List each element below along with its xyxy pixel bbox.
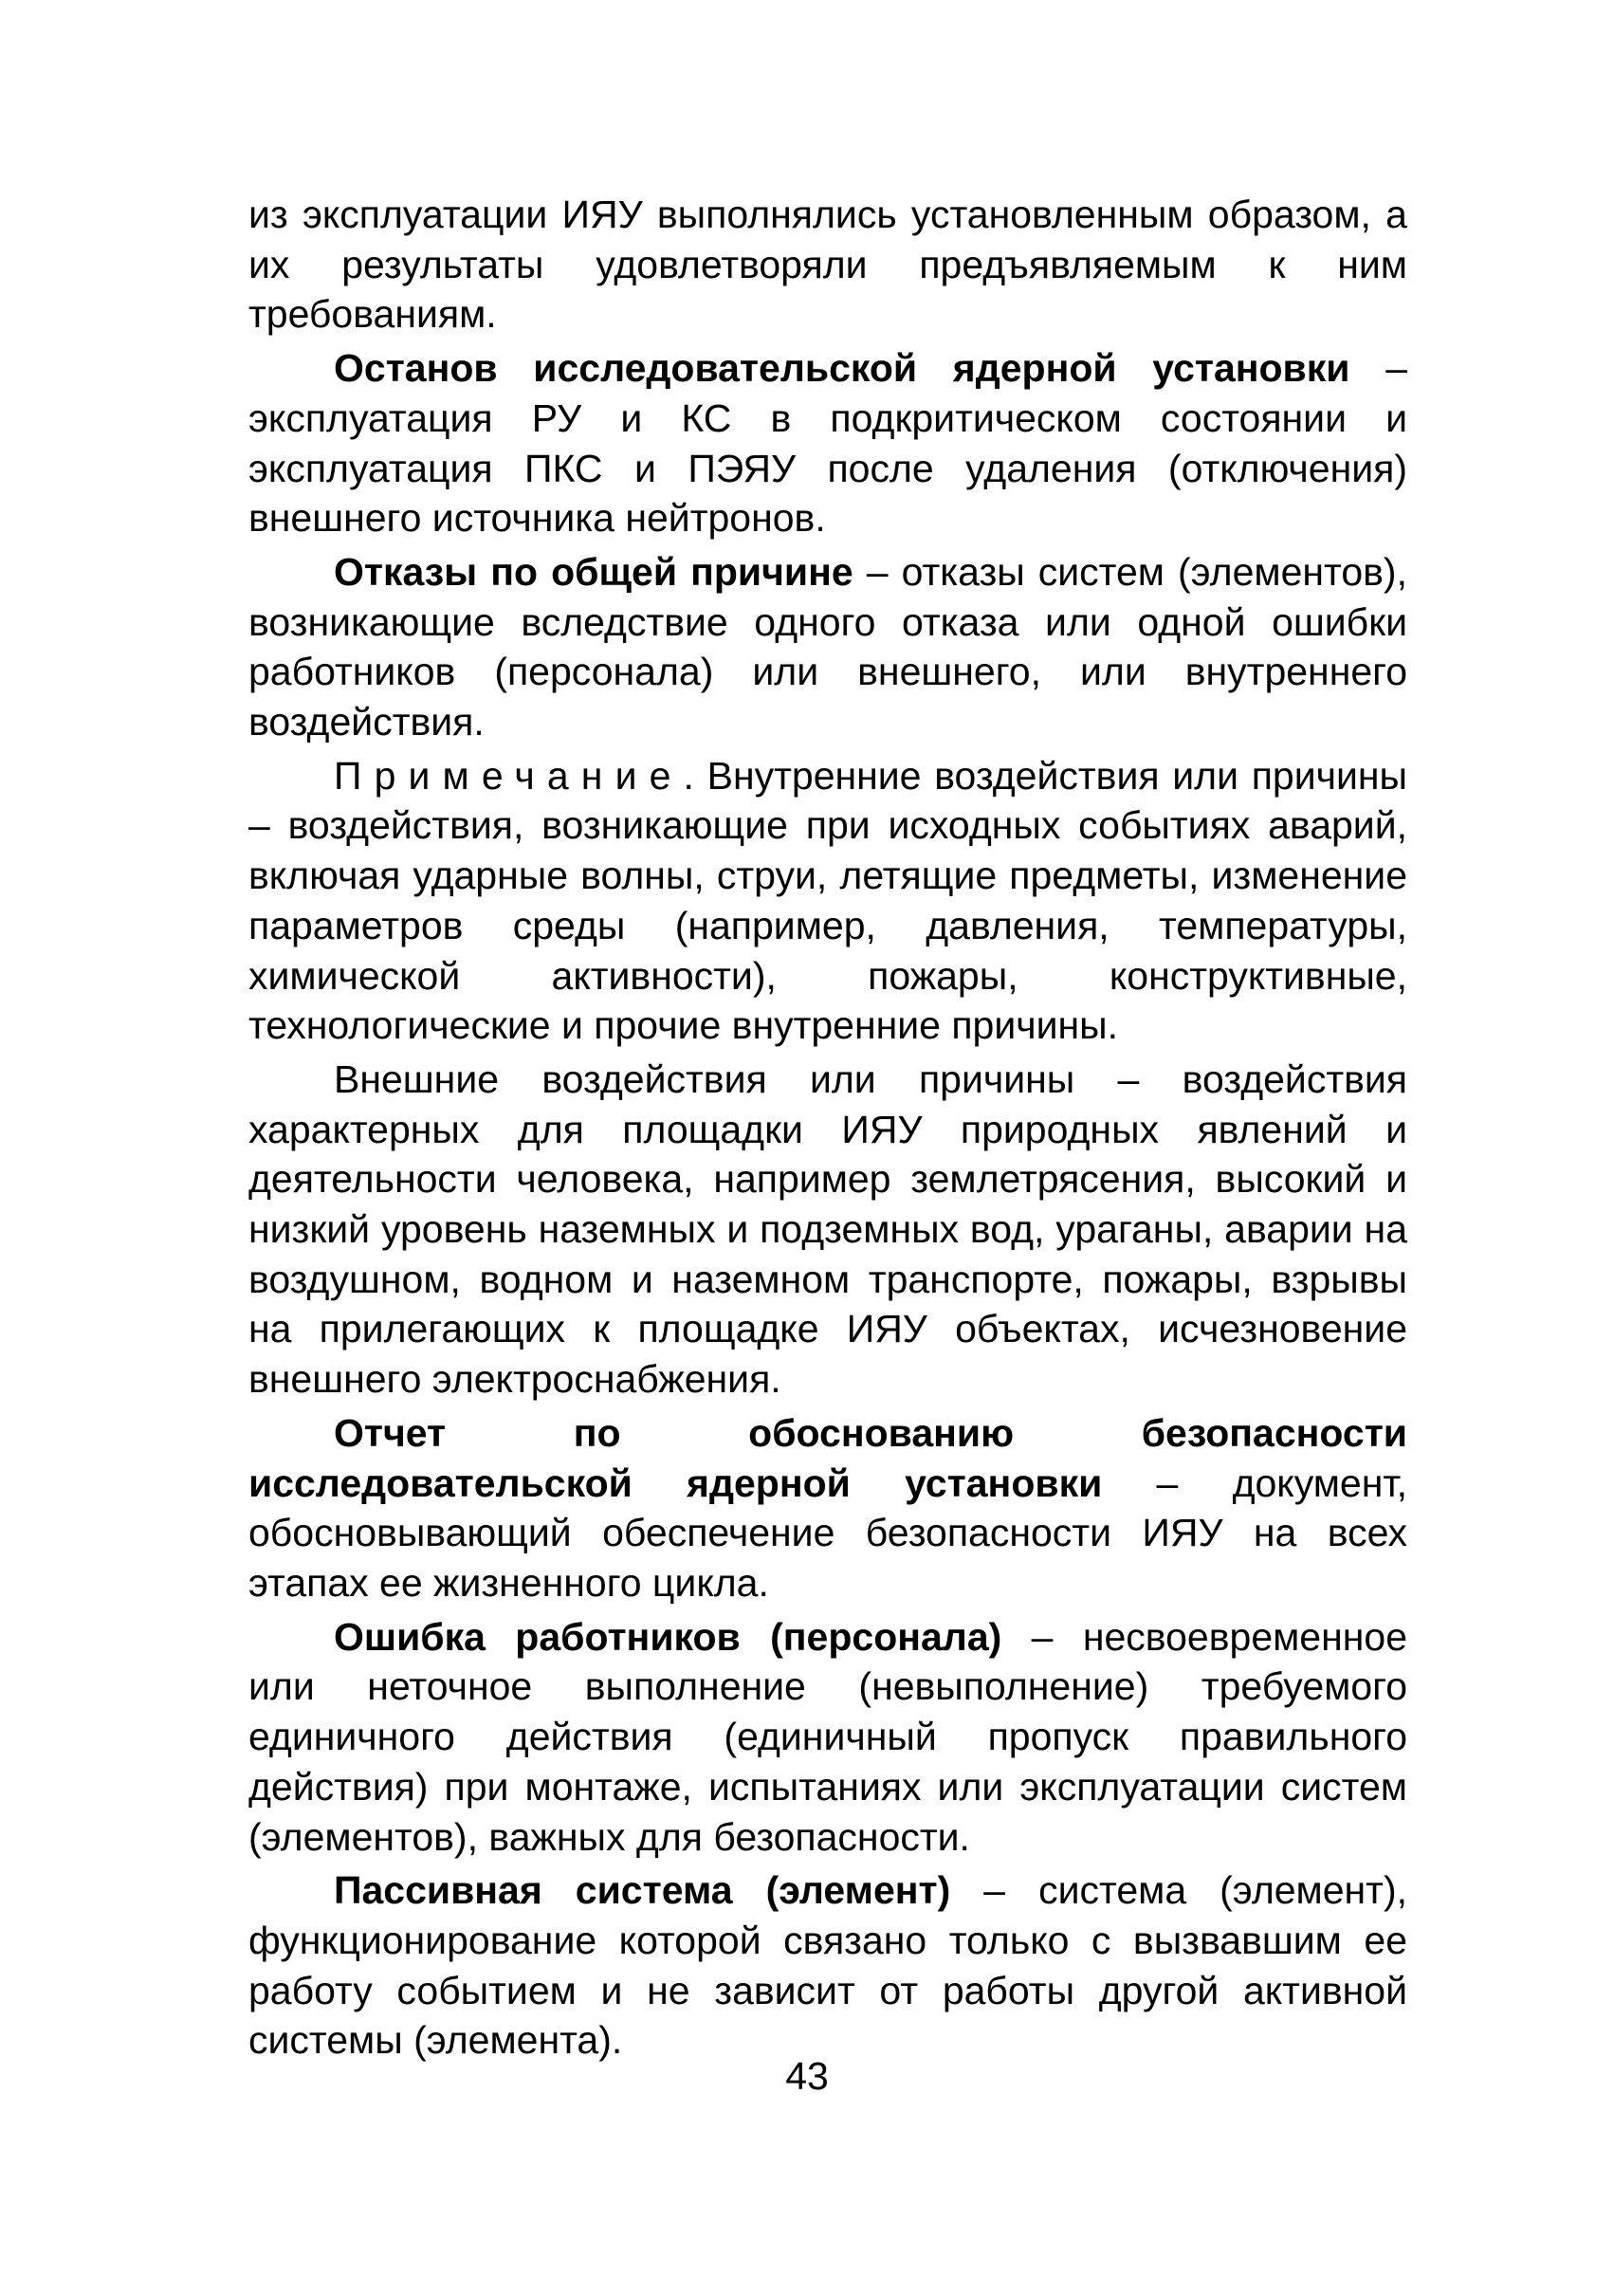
note-text: . Внутренние воздействия или причины – воздействия, возникающие при исходных событиях аварий, включая ударные волны, струи, летящие предметы, изменение параметров среды (например, давления, температуры, химической активности), пожары, конструктивные, технологические и прочие внутренние причины. [248, 753, 1407, 1048]
definition-term: Ошибка работников (персонала) [334, 1614, 1002, 1659]
definition-text: эксплуатация РУ и КС в подкритическом состоянии и эксплуатация ПКС и ПЭЯУ после удаления (отключения) внешнего источника нейтронов. [248, 395, 1407, 541]
term-separator: – [1001, 1614, 1083, 1659]
term-separator: – [1102, 1460, 1233, 1505]
term-separator: – [853, 549, 902, 594]
definition-personnel-error [248, 1612, 1407, 1863]
definition-common-cause-failures [248, 547, 1407, 747]
definition-text: несвоевременное или неточное выполнение (невыполнение) требуемого единичного действия (единичный пропуск правильного действия) при монтаже, испытаниях или эксплуатации систем (элементов), важных для безопасности. [248, 1614, 1407, 1859]
definition-passive-system [248, 1865, 1407, 2066]
term-separator: – [1349, 346, 1407, 391]
definition-text: система (элемент), функционирование которой связано только с вызвавшим ее работу событием и не зависит от работы другой активной системы (элемента). [248, 1868, 1408, 2063]
paragraph-text: из эксплуатации ИЯУ выполнялись установленным образом, а их результаты удовлетворяли предъявляемым к ним требованиям. [248, 193, 1407, 337]
definition-text: отказы систем (элементов), возникающие вследствие одного отказа или одной ошибки работников (персонала) или внешнего, или внутреннего воздействия. [248, 549, 1407, 744]
external-impacts-paragraph [248, 1055, 1407, 1405]
paragraph-text: Внешние воздействия или причины – воздействия характерных для площадки ИЯУ природных явлений и деятельности человека, например землетрясения, высокий и низкий уровень наземных и подземных вод, ураганы, аварии на воздушном, водном и наземном транспорте, пожары, взрывы на прилегающих к площадке ИЯУ объектах, исчезновение внешнего электроснабжения. [248, 1056, 1407, 1402]
definition-term: Пассивная система (элемент) [334, 1868, 951, 1913]
note-label: Примечание [334, 753, 684, 798]
paragraph-continuation [248, 190, 1407, 340]
definition-term: Останов исследовательской ядерной установки [334, 346, 1350, 391]
term-separator: – [950, 1868, 1039, 1913]
definition-term: Отказы по общей причине [334, 549, 853, 594]
page-number: 43 [785, 2054, 829, 2098]
page-body [248, 190, 1407, 2069]
note-paragraph [248, 751, 1407, 1051]
definition-term: Отчет по обоснованию безопасности исследовательской ядерной установки [248, 1410, 1407, 1505]
definition-shutdown [248, 343, 1407, 543]
definition-safety-report [248, 1408, 1407, 1608]
definition-text: документ, обосновывающий обеспечение безопасности ИЯУ на всех этапах ее жизненного цикла. [248, 1460, 1407, 1605]
